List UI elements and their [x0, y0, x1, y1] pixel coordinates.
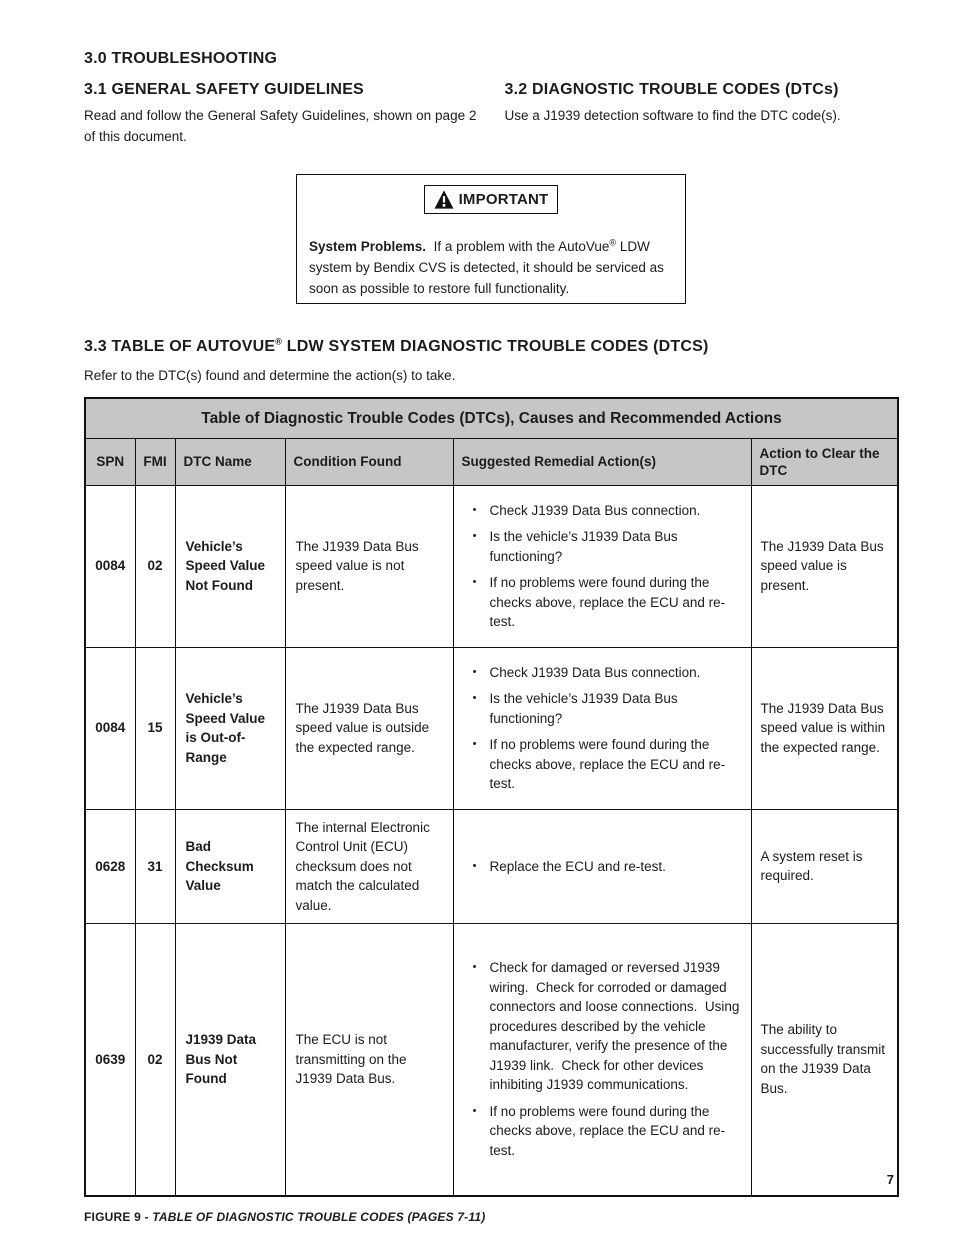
bullet-icon: •: [472, 738, 477, 750]
col-header-remedial: Suggested Remedial Action(s): [453, 438, 751, 485]
intro-columns: [84, 81, 897, 147]
cell-condition: The J1939 Data Bus speed value is not present.: [285, 485, 453, 647]
cell-remedial-actions: [453, 485, 751, 647]
bullet-item: [460, 663, 745, 683]
cell-spn: 0639: [85, 924, 135, 1196]
table-title: Table of Diagnostic Trouble Codes (DTCs), Causes and Recommended Actions: [85, 398, 898, 438]
bullet-icon: •: [472, 692, 477, 704]
heading-text-cont: LDW SYSTEM DIAGNOSTIC TROUBLE CODES (DTCS): [282, 338, 709, 355]
column-left: [84, 81, 477, 147]
table-header-row: [85, 438, 898, 485]
bullet-item: [460, 573, 745, 632]
bullet-icon: •: [472, 961, 477, 974]
action-text: Is the vehicle’s J1939 Data Bus functioning?: [489, 529, 682, 564]
bullet-item: [460, 501, 745, 521]
cell-remedial-actions: [453, 924, 751, 1196]
section-3-1-heading: 3.1 GENERAL SAFETY GUIDELINES: [84, 81, 364, 98]
table-row: [85, 809, 898, 924]
action-text: If no problems were found during the checks above, replace the ECU and re-test.: [489, 1103, 726, 1158]
cell-action-to-clear: The J1939 Data Bus speed value is within the expected range.: [751, 647, 898, 809]
bullet-icon: •: [472, 503, 477, 516]
cell-fmi: 15: [135, 647, 175, 809]
column-right: [505, 81, 898, 147]
action-text: Check J1939 Data Bus connection.: [489, 664, 701, 680]
bullet-item: [460, 689, 745, 728]
cell-spn: 0628: [85, 809, 135, 924]
bullet-icon: •: [472, 576, 477, 588]
important-text-cont: LDW system by Bendix CVS is detected, it should be serviced as soon as possible to restore full functionality.: [309, 239, 668, 296]
cell-action-to-clear: A system reset is required.: [751, 809, 898, 924]
action-text: Check for damaged or reversed J1939 wiring. Check for corroded or damaged connectors and loose connections. Using procedures described by the vehicle manufacturer, verify the presence of the J1939 link. Check for other devices inhibiting J1939 communications.: [489, 960, 744, 1093]
section-3-1-body: Read and follow the General Safety Guidelines, shown on page 2 of this document.: [84, 108, 477, 144]
bullet-icon: •: [472, 530, 477, 542]
cell-action-to-clear: The ability to successfully transmit on the J1939 Data Bus.: [751, 924, 898, 1196]
bullet-icon: •: [472, 859, 477, 872]
col-header-dtc-name: DTC Name: [175, 438, 285, 485]
cell-fmi: 02: [135, 485, 175, 647]
bullet-item: [460, 527, 745, 566]
important-text: If a problem with the AutoVue: [426, 239, 610, 254]
bullet-icon: •: [472, 1104, 477, 1117]
section-3-3-body: Refer to the DTC(s) found and determine the action(s) to take.: [84, 368, 456, 383]
cell-fmi: 02: [135, 924, 175, 1196]
col-header-condition: Condition Found: [285, 438, 453, 485]
table-title-row: [85, 398, 898, 438]
table-row: [85, 485, 898, 647]
important-notice-box: [296, 174, 686, 304]
heading-text: 3.3 TABLE OF AUTOVUE: [84, 338, 276, 355]
registered-mark: ®: [609, 237, 617, 248]
figure-caption: [84, 1210, 897, 1224]
action-text: Check J1939 Data Bus connection.: [489, 502, 701, 518]
cell-dtc-name: Vehicle’s Speed Value is Out-of-Range: [175, 647, 285, 809]
important-label-text: IMPORTANT: [458, 191, 549, 208]
figure-caption-text: TABLE OF DIAGNOSTIC TROUBLE CODES (PAGES 7-11): [152, 1209, 486, 1224]
col-header-spn: SPN: [85, 438, 135, 485]
dtc-table: [84, 397, 899, 1197]
action-text: Replace the ECU and re-test.: [489, 858, 666, 874]
figure-caption-prefix: FIGURE 9 -: [84, 1209, 153, 1224]
section-3-2-body: Use a J1939 detection software to find the DTC code(s).: [504, 108, 841, 123]
table-row: [85, 647, 898, 809]
section-3-0-heading: 3.0 TROUBLESHOOTING: [84, 50, 278, 67]
important-lead: System Problems.: [309, 239, 427, 254]
col-header-clear: Action to Clear the DTC: [751, 438, 898, 485]
bullet-item: [460, 735, 745, 794]
bullet-item: [460, 958, 745, 1095]
action-text: If no problems were found during the checks above, replace the ECU and re-test.: [489, 737, 726, 791]
cell-action-to-clear: The J1939 Data Bus speed value is present.: [751, 485, 898, 647]
cell-dtc-name: J1939 Data Bus Not Found: [175, 924, 285, 1196]
cell-spn: 0084: [85, 485, 135, 647]
cell-remedial-actions: [453, 647, 751, 809]
cell-condition: The J1939 Data Bus speed value is outside the expected range.: [285, 647, 453, 809]
section-3-2-heading: 3.2 DIAGNOSTIC TROUBLE CODES (DTCs): [504, 81, 839, 98]
bullet-icon: •: [472, 665, 477, 678]
cell-condition: The internal Electronic Control Unit (ECU) checksum does not match the calculated value.: [285, 809, 453, 924]
page-number: 7: [886, 1172, 894, 1187]
cell-dtc-name: Vehicle’s Speed Value Not Found: [175, 485, 285, 647]
registered-mark: ®: [275, 336, 283, 347]
action-text: If no problems were found during the checks above, replace the ECU and re-test.: [489, 575, 726, 629]
table-row: [85, 924, 898, 1196]
warning-triangle-icon: [434, 190, 454, 209]
cell-dtc-name: Bad Checksum Value: [175, 809, 285, 924]
cell-remedial-actions: [453, 809, 751, 924]
bullet-item: [460, 1102, 745, 1161]
cell-spn: 0084: [85, 647, 135, 809]
section-3-3-heading: [84, 338, 897, 356]
col-header-fmi: FMI: [135, 438, 175, 485]
cell-fmi: 31: [135, 809, 175, 924]
important-label: [424, 185, 558, 214]
bullet-item: [460, 857, 745, 877]
cell-condition: The ECU is not transmitting on the J1939 Data Bus.: [285, 924, 453, 1196]
action-text: Is the vehicle’s J1939 Data Bus functioning?: [489, 691, 682, 726]
important-body: [309, 236, 673, 299]
